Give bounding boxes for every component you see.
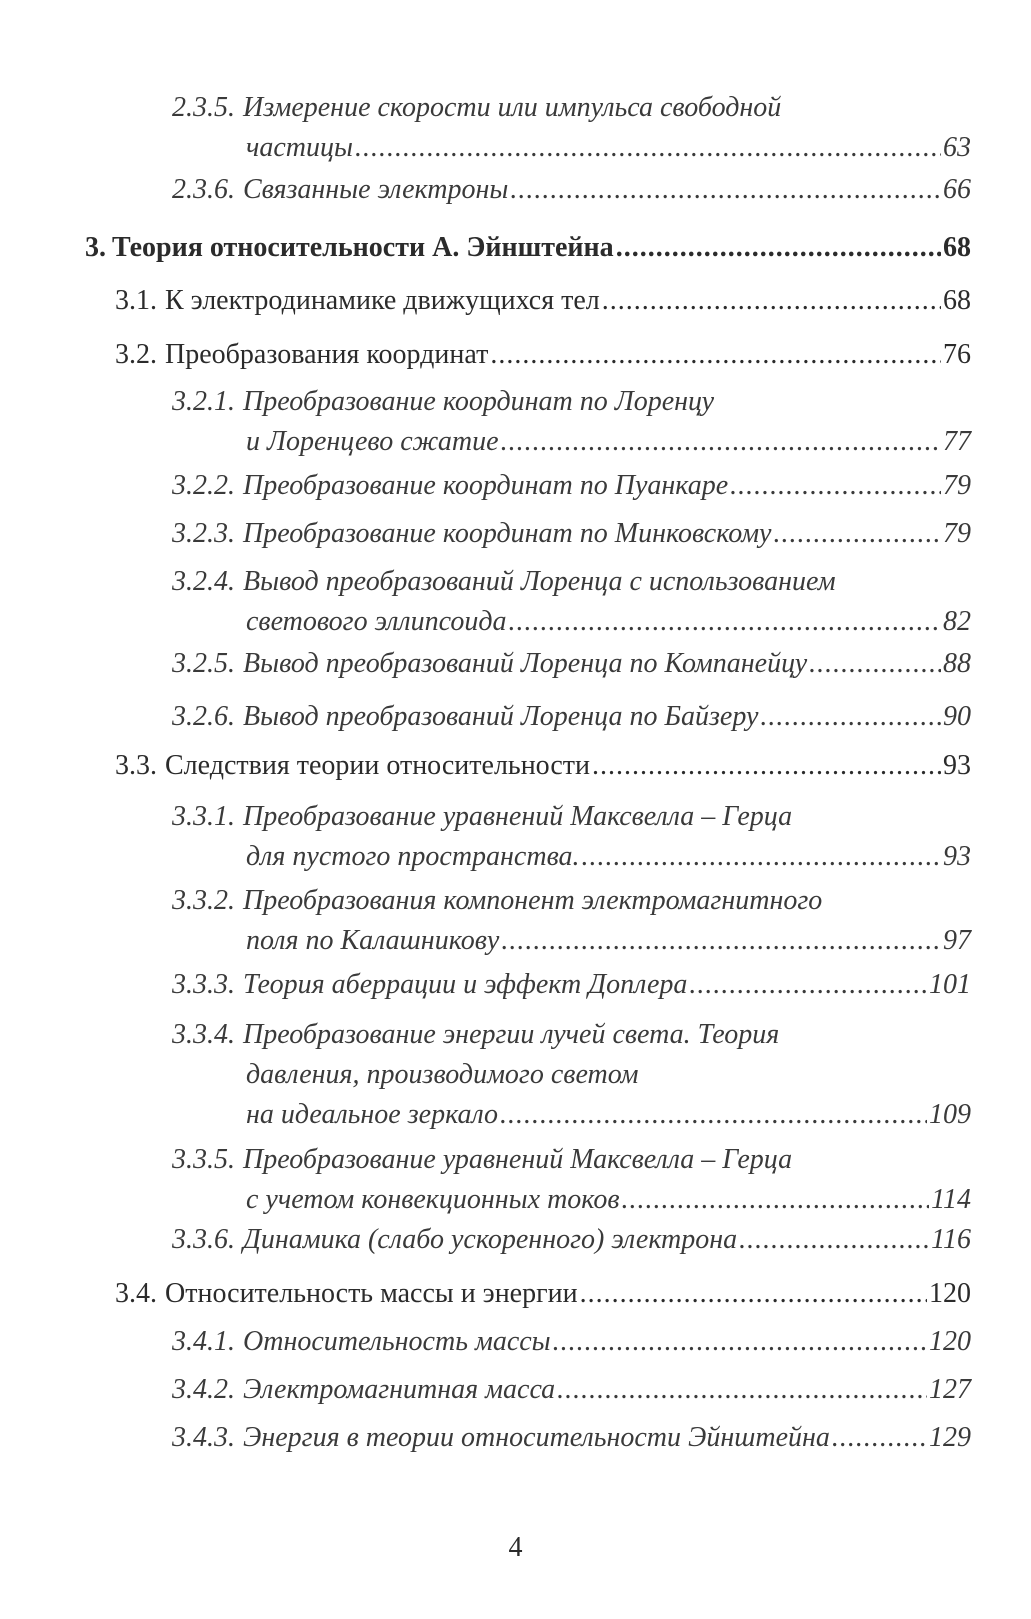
toc-entry — [172, 466, 971, 506]
toc-entry-title: поля по Калашникову — [246, 925, 500, 956]
toc-entry-number: 3.3.4. — [172, 1019, 235, 1050]
toc-entry-page: 127 — [929, 1374, 971, 1405]
dot-leader — [592, 746, 941, 786]
toc-entry-page: 97 — [943, 925, 971, 956]
toc-entry — [172, 382, 971, 462]
toc-entry-number: 3.4.1. — [172, 1326, 235, 1357]
dot-leader — [500, 1095, 927, 1135]
dot-leader — [501, 921, 941, 961]
toc-entry-page: 120 — [929, 1326, 971, 1357]
dot-leader — [553, 1322, 927, 1362]
dot-leader — [510, 170, 941, 210]
toc-entry-page: 79 — [943, 518, 971, 549]
toc-entry-title: с учетом конвекционных токов — [246, 1184, 620, 1215]
toc-entry-title: частицы — [246, 132, 353, 163]
toc-entry-number: 3.4.3. — [172, 1422, 235, 1453]
toc-entry-page: 109 — [929, 1099, 971, 1130]
toc-entry-title: Следствия теории относительности — [165, 750, 591, 781]
dot-leader — [774, 514, 942, 554]
toc-entry-page: 90 — [943, 701, 971, 732]
toc-entry — [172, 797, 971, 877]
toc-entry-page: 101 — [929, 969, 971, 1000]
toc-entry-title: Вывод преобразований Лоренца по Байзеру — [243, 701, 759, 732]
toc-entry-page: 63 — [943, 132, 971, 163]
toc-entry-page: 114 — [931, 1184, 971, 1215]
toc-entry-page: 120 — [929, 1278, 971, 1309]
toc-entry-number: 3.2.6. — [172, 701, 235, 732]
toc-entry — [115, 281, 971, 321]
dot-leader — [739, 1220, 929, 1260]
toc-entry — [85, 228, 971, 268]
toc-entry-number: 3.2.4. — [172, 566, 235, 597]
toc-entry-title: светового эллипсоида — [246, 606, 507, 637]
toc-entry-page: 68 — [943, 285, 971, 316]
toc-entry — [115, 746, 971, 786]
dot-leader — [582, 837, 941, 877]
toc-entry — [172, 965, 971, 1005]
toc-entry-title: Преобразование координат по Лоренцу — [243, 386, 715, 417]
toc-entry-page: 79 — [943, 470, 971, 501]
toc-entry-page: 116 — [931, 1224, 971, 1255]
dot-leader — [616, 228, 941, 268]
toc-entry-number: 3.4.2. — [172, 1374, 235, 1405]
toc-entry-page: 77 — [943, 426, 971, 457]
toc-entry-page: 68 — [943, 232, 971, 263]
toc-entry — [172, 88, 971, 168]
toc-entry-number: 3.3.5. — [172, 1144, 235, 1175]
toc-entry-page: 93 — [943, 841, 971, 872]
toc-entry — [172, 1370, 971, 1410]
toc-entry-title: Преобразование координат по Минковскому — [243, 518, 772, 549]
toc-entry-title: Вывод преобразований Лоренца по Компанейцу — [243, 648, 808, 679]
toc-entry — [172, 1322, 971, 1362]
toc-entry — [172, 170, 971, 210]
toc-entry-title: на идеальное зеркало — [246, 1099, 499, 1130]
toc-entry-title: Преобразование уравнений Максвелла – Герца — [243, 801, 793, 832]
toc-entry-number: 3.3.2. — [172, 885, 235, 916]
toc-entry-number: 2.3.6. — [172, 174, 235, 205]
toc-entry-title: Относительность массы и энергии — [165, 1278, 578, 1309]
toc-entry-number: 3.2. — [115, 339, 157, 370]
dot-leader — [355, 128, 941, 168]
toc-entry — [172, 644, 971, 684]
toc-entry-page: 129 — [929, 1422, 971, 1453]
toc-entry-title: Связанные электроны — [243, 174, 509, 205]
toc-entry — [172, 697, 971, 737]
toc-entry-number: 3.3.6. — [172, 1224, 235, 1255]
toc-entry-title: К электродинамике движущихся тел — [165, 285, 600, 316]
toc-entry-title: Преобразование уравнений Максвелла – Герца — [243, 1144, 793, 1175]
toc-entry-title: Измерение скорости или импульса свободной — [243, 92, 782, 123]
dot-leader — [602, 281, 941, 321]
dot-leader — [730, 466, 941, 506]
toc-entry-title: Преобразования компонент электромагнитного — [243, 885, 823, 916]
toc-entry-number: 3.3.3. — [172, 969, 235, 1000]
toc-entry — [115, 335, 971, 375]
toc-entry-title: Относительность массы — [243, 1326, 551, 1357]
toc-entry-number: 3.1. — [115, 285, 157, 316]
toc-entry — [172, 1140, 971, 1220]
toc-entry — [172, 514, 971, 554]
dot-leader — [509, 602, 941, 642]
dot-leader — [832, 1418, 927, 1458]
dot-leader — [760, 697, 941, 737]
dot-leader — [501, 422, 941, 462]
toc-entry-page: 88 — [943, 648, 971, 679]
toc-entry-page: 82 — [943, 606, 971, 637]
toc-entry-number: 3.2.1. — [172, 386, 235, 417]
toc-entry-page: 93 — [943, 750, 971, 781]
toc-entry — [172, 1015, 971, 1135]
toc-entry-title: Преобразование координат по Пуанкаре — [243, 470, 729, 501]
toc-entry-number: 3.2.3. — [172, 518, 235, 549]
dot-leader — [490, 335, 941, 375]
toc-entry-number: 3.2.5. — [172, 648, 235, 679]
toc-entry-title: для пустого пространства. — [246, 841, 580, 872]
page-number: 4 — [508, 1532, 523, 1563]
dot-leader — [621, 1180, 929, 1220]
toc-entry — [172, 1220, 971, 1260]
toc-entry-title: Динамика (слабо ускоренного) электрона — [243, 1224, 738, 1255]
toc-entry-number: 3.3. — [115, 750, 157, 781]
toc-entry-number: 2.3.5. — [172, 92, 235, 123]
dot-leader — [689, 965, 927, 1005]
toc-entry-title: Преобразование энергии лучей света. Теория — [243, 1019, 780, 1050]
toc-entry-number: 3. — [85, 232, 106, 263]
dot-leader — [580, 1274, 927, 1314]
toc-entry-number: 3.2.2. — [172, 470, 235, 501]
toc-entry-title: давления, производимого светом — [246, 1059, 639, 1090]
toc-entry-number: 3.4. — [115, 1278, 157, 1309]
toc-entry — [172, 562, 971, 642]
toc-entry — [172, 881, 971, 961]
toc-entry-title: Теория относительности А. Эйнштейна — [112, 232, 614, 263]
toc-entry-title: Вывод преобразований Лоренца с использованием — [243, 566, 836, 597]
toc-entry-number: 3.3.1. — [172, 801, 235, 832]
toc-entry — [115, 1274, 971, 1314]
toc-entry-page: 66 — [943, 174, 971, 205]
toc-entry-page: 76 — [943, 339, 971, 370]
toc-entry-title: Преобразования координат — [165, 339, 489, 370]
toc-entry-title: Энергия в теории относительности Эйнштейна — [243, 1422, 830, 1453]
toc-entry-title: Электромагнитная масса — [243, 1374, 556, 1405]
dot-leader — [809, 644, 941, 684]
dot-leader — [557, 1370, 927, 1410]
toc-entry — [172, 1418, 971, 1458]
toc-entry-title: Теория аберрации и эффект Доплера — [243, 969, 688, 1000]
toc-entry-title: и Лоренцево сжатие — [246, 426, 499, 457]
